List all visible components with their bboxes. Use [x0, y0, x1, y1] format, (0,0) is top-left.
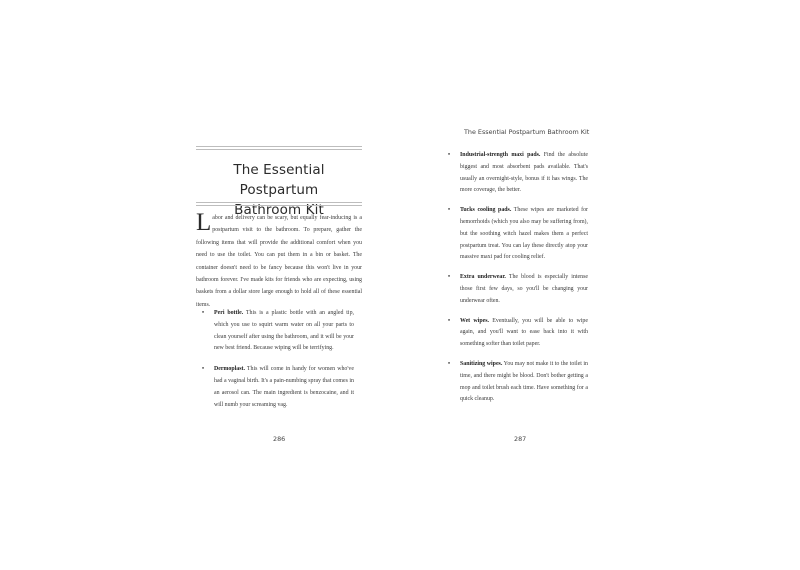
title-rule-bottom-1 [196, 202, 362, 203]
item-text: Eventually, you will be able to wipe again, and you'll want to ease back into it with something softer than toilet paper. [460, 317, 588, 348]
title-rule-bottom-2 [196, 205, 362, 206]
bullet-icon: • [448, 207, 451, 214]
item-text: This will come in handy for women who've had a vaginal birth. It's a pain-numbing spray that comes in an aerosol can. The main ingredient is benzocaine, and it will numb your screaming vag. [214, 366, 354, 408]
item-term: Extra underwear. [460, 274, 506, 281]
list-item [202, 308, 354, 355]
list-item [448, 150, 588, 197]
item-term: Dermoplast. [214, 366, 245, 373]
drop-cap: L [196, 209, 212, 236]
item-text: These wipes are marketed for hemorrhoids (which you also may be suffering from), but the soothing witch hazel makes them a perfect postpartum treat. You can lay these directly atop your massive maxi pad for cooling relief. [460, 207, 588, 261]
item-term: Industrial-strength maxi pads. [460, 152, 541, 158]
kit-list-right [448, 150, 588, 414]
chapter-title-line-2: Bathroom Kit [234, 202, 324, 218]
running-head: The Essential Postpartum Bathroom Kit [464, 128, 590, 136]
item-term: Tucks cooling pads. [460, 207, 512, 214]
item-text: The blood is especially intense those first few days, so you'll be changing your underwear often. [460, 274, 588, 304]
list-item [448, 316, 588, 351]
bullet-icon: • [202, 366, 205, 373]
page-number: 286 [273, 435, 286, 443]
title-rule-top-1 [196, 146, 362, 147]
chapter-title-line-1: The Essential Postpartum [233, 162, 325, 198]
item-text: This is a plastic bottle with an angled tip, which you use to squirt warm water on all your parts to clean yourself after using the bathroom, and it will be your new best friend. Because wiping will be terrifying. [214, 310, 354, 352]
item-term: Peri bottle. [214, 310, 244, 316]
intro-text: abor and delivery can be scary, but equally fear-inducing is a postpartum visit to the bathroom. To prepare, gather the following items that will provide the additional comfort when you need to use the toilet. You can put them in a bin or basket. The container doesn't need to be fancy because this won't live in your bathroom forever. I've made kits for friends who are expecting, using baskets from a dollar store large enough to hold all of these essential items. [196, 215, 362, 308]
list-item [202, 364, 354, 411]
left-page [196, 0, 366, 570]
kit-list-left [202, 308, 354, 420]
bullet-icon: • [202, 310, 205, 316]
item-term: Sanitizing wipes. [460, 360, 503, 367]
bullet-icon: • [448, 152, 451, 158]
chapter-title [196, 160, 362, 220]
list-item [448, 272, 588, 307]
item-term: Wet wipes. [460, 317, 489, 324]
bullet-icon: • [448, 274, 451, 281]
item-text: Find the absolute biggest and most absorbent pads available. That's usually an overnight-style, bonus if it has wings. The more coverage, the better. [460, 152, 588, 194]
list-item [448, 359, 588, 406]
page-number: 287 [514, 435, 527, 443]
bullet-icon: • [448, 317, 451, 324]
bullet-icon: • [448, 360, 451, 367]
title-rule-top-2 [196, 149, 362, 150]
right-page [440, 0, 598, 570]
list-item [448, 205, 588, 264]
item-text: You may not make it to the toilet in time, and there might be blood. Don't bother getting a mop and toilet brush each time. Have something for a quick cleanup. [460, 360, 588, 403]
